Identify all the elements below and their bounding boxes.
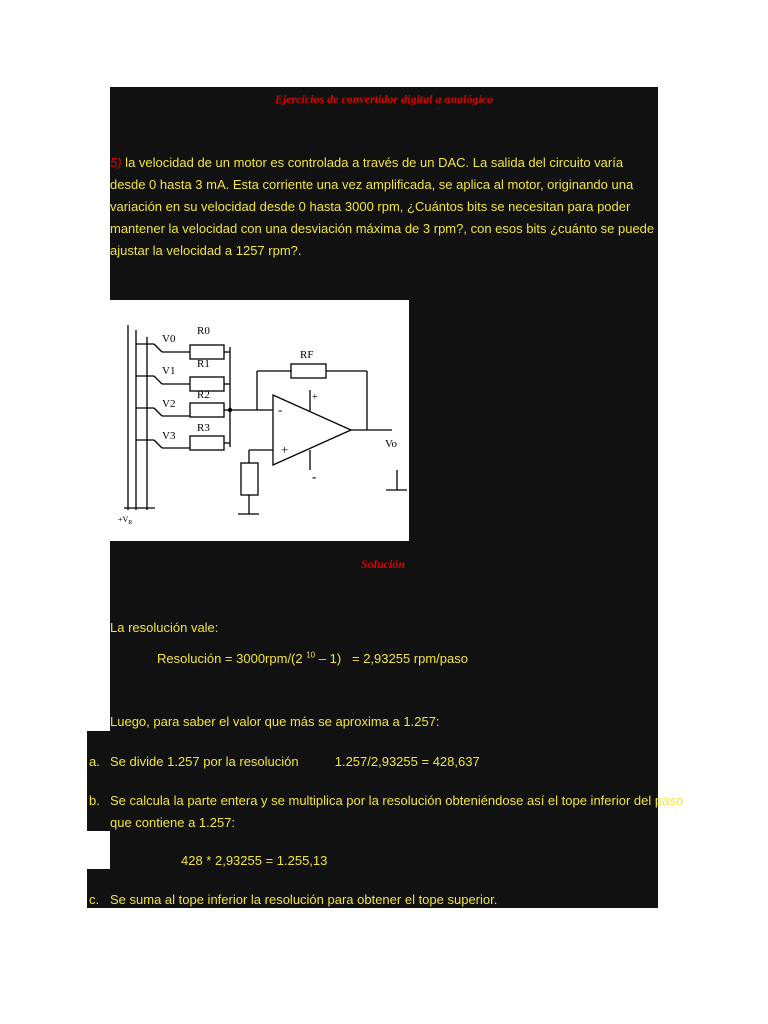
label-v0: V0 xyxy=(162,333,176,345)
problem-statement xyxy=(110,152,656,262)
label-v2: V2 xyxy=(162,398,176,410)
resolution-intro: La resolución vale: xyxy=(110,620,219,635)
circuit-svg xyxy=(110,300,409,541)
label-inverting: - xyxy=(278,402,283,417)
step-b-text-cont: que contiene a 1.257: xyxy=(110,815,236,830)
page-title: Ejercicios de convertidor digital a analógico xyxy=(274,92,494,106)
label-vo: Vo xyxy=(385,438,398,450)
label-v1: V1 xyxy=(162,365,176,377)
junction-dot xyxy=(228,408,232,412)
label-rf: RF xyxy=(300,349,314,361)
label-r1: R1 xyxy=(197,358,210,370)
step-c-text: Se suma al tope inferior la resolución para obtener el tope superior. xyxy=(110,892,498,907)
step-c-marker: c. xyxy=(89,892,100,907)
label-r3: R3 xyxy=(197,422,210,434)
approx-intro: Luego, para saber el valor que más se aproxima a 1.257: xyxy=(110,714,440,729)
calc-line: 428 * 2,93255 = 1.255,13 xyxy=(181,853,328,868)
label-vref: $+V_R$ xyxy=(118,515,133,526)
solution-heading: Solución xyxy=(360,557,405,571)
step-b-marker: b. xyxy=(89,793,100,808)
step-a-text: Se divide 1.257 por la resolución 1.257/2,93255 = 428,637 xyxy=(110,754,480,769)
resolution-formula: Resolución = 3000rpm/(2 $^{10}$ – 1) = 2,93255 rpm/paso xyxy=(157,650,468,666)
label-r0: R0 xyxy=(197,325,210,337)
label-supply-plus: + xyxy=(312,392,318,403)
label-r2: R2 xyxy=(197,389,210,401)
label-v3: V3 xyxy=(162,430,176,442)
label-supply-minus: - xyxy=(312,469,317,484)
step-b-text: Se calcula la parte entera y se multiplica por la resolución obteniéndose así el tope inferior del paso xyxy=(110,793,684,808)
problem-number: 5) xyxy=(110,155,122,170)
label-noninverting: + xyxy=(281,442,289,457)
problem-text: la velocidad de un motor es controlada a través de un DAC. La salida del circuito varía desde 0 hasta 3 mA. Esta corriente una vez amplificada, se aplica al motor, originando una variación en su velocidad desde 0 hasta 3000 rpm, ¿Cuántos bits se necesitan para poder mantener la velocidad con una desviación máxima de 3 rpm?, con esos bits ¿cuánto se puede ajustar la velocidad a 1257 rpm?. xyxy=(110,155,655,258)
step-a-marker: a. xyxy=(89,754,100,769)
dac-circuit-diagram xyxy=(110,300,409,541)
list-margin-a-b xyxy=(87,731,110,831)
